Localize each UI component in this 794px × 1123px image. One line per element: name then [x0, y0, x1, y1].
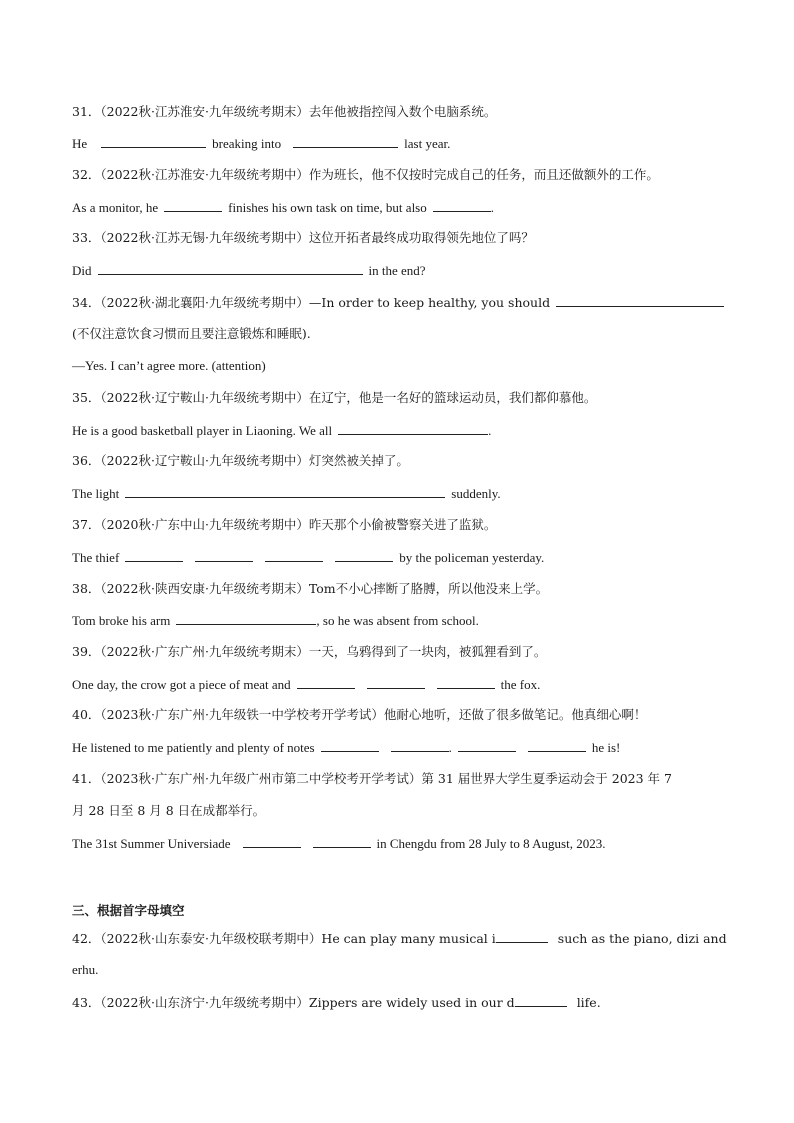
answer-blank[interactable] [556, 293, 724, 307]
answer-blank[interactable] [297, 675, 355, 689]
question-text: 31．（2022秋·江苏淮安·九年级统考期末）去年他被指控闯入数个电脑系统。 [72, 104, 497, 119]
answer-text: Tom broke his arm [72, 613, 171, 628]
question-37 [72, 516, 734, 534]
question-32 [72, 166, 734, 184]
answer-text: . [488, 423, 492, 438]
question-42-cont [72, 961, 734, 979]
answer-blank[interactable] [125, 548, 183, 562]
answer-text: One day, the crow got a piece of meat and [72, 677, 291, 692]
answer-blank[interactable] [176, 611, 316, 625]
answer-33 [72, 261, 734, 280]
question-text: such as the piano, dizi and [557, 931, 727, 946]
question-41-cont [72, 802, 734, 820]
answer-blank[interactable] [458, 738, 516, 752]
question-text: 32．（2022秋·江苏淮安·九年级统考期中）作为班长，他不仅按时完成自己的任务，而且还做额外的工作。 [72, 167, 659, 182]
question-text: 37．（2020秋·广东中山·九年级统考期中）昨天那个小偷被警察关进了监狱。 [72, 517, 497, 532]
answer-text: breaking into [212, 136, 282, 151]
question-text: (不仅注意饮食习惯而且要注意锻炼和睡眠). [72, 326, 311, 341]
answer-text: —Yes. I can’t agree more. (attention) [72, 358, 266, 373]
answer-34 [72, 357, 734, 375]
section-title: 三、根据首字母填空 [72, 903, 185, 918]
question-text: 43．（2022秋·山东济宁·九年级统考期中）Zippers are widely used in our d [72, 995, 515, 1010]
question-text: 40．（2023秋·广东广州·九年级铁一中学校考开学考试）他耐心地听，还做了很多做笔记。他真细心啊！ [72, 707, 647, 722]
answer-text: He listened to me patiently and plenty of notes [72, 740, 315, 755]
question-43 [72, 993, 734, 1012]
answer-31 [72, 134, 734, 153]
answer-text: in the end? [368, 263, 426, 278]
question-text: 36．（2022秋·辽宁鞍山·九年级统考期中）灯突然被关掉了。 [72, 453, 409, 468]
answer-36 [72, 484, 734, 503]
answer-blank[interactable] [321, 738, 379, 752]
question-text: erhu. [72, 962, 99, 977]
question-41 [72, 770, 734, 788]
question-42 [72, 929, 734, 948]
answer-blank[interactable] [338, 421, 488, 435]
answer-blank[interactable] [98, 261, 363, 275]
answer-39 [72, 675, 734, 694]
answer-38 [72, 611, 734, 630]
answer-text: he is! [591, 740, 621, 755]
answer-blank[interactable] [496, 929, 548, 943]
question-34 [72, 293, 734, 312]
section-heading [72, 902, 734, 920]
answer-text: The thief [72, 550, 120, 565]
answer-text: the fox. [500, 677, 541, 692]
question-text: 39．（2022秋·广东广州·九年级统考期末）一天，乌鸦得到了一块肉，被狐狸看到了。 [72, 644, 547, 659]
answer-35 [72, 421, 734, 440]
answer-41 [72, 834, 734, 853]
question-text: 41．（2023秋·广东广州·九年级广州市第二中学校考开学考试）第 31 届世界大学生夏季运动会于 2023 年 7 [72, 771, 672, 786]
question-text: life. [576, 995, 601, 1010]
question-40 [72, 706, 734, 724]
answer-32 [72, 198, 734, 217]
answer-text: . [490, 200, 494, 215]
answer-blank[interactable] [293, 134, 398, 148]
question-text: 34．（2022秋·湖北襄阳·九年级统考期中）—In order to keep healthy, you should [72, 295, 551, 310]
question-33 [72, 229, 734, 247]
question-text: 38．（2022秋·陕西安康·九年级统考期末）Tom不小心摔断了胳膊，所以他没来上学。 [72, 581, 549, 596]
question-39 [72, 643, 734, 661]
answer-blank[interactable] [101, 134, 206, 148]
question-text: 33．（2022秋·江苏无锡·九年级统考期中）这位开拓者最终成功取得领先地位了吗？ [72, 230, 534, 245]
answer-37 [72, 548, 734, 567]
answer-text: The light [72, 486, 120, 501]
answer-blank[interactable] [515, 993, 567, 1007]
answer-text: The 31st Summer Universiade [72, 836, 231, 851]
answer-text: finishes his own task on time, but also [228, 200, 427, 215]
answer-text: , so he was absent from school. [316, 613, 479, 628]
answer-blank[interactable] [125, 484, 445, 498]
answer-text: last year. [404, 136, 451, 151]
answer-40 [72, 738, 734, 757]
question-text: 35．（2022秋·辽宁鞍山·九年级统考期中）在辽宁，他是一名好的篮球运动员，我们都仰慕他。 [72, 390, 597, 405]
answer-text: in Chengdu from 28 July to 8 August, 2023. [376, 836, 606, 851]
answer-blank[interactable] [195, 548, 253, 562]
answer-text: suddenly. [451, 486, 501, 501]
question-31 [72, 103, 734, 121]
answer-text: He is a good basketball player in Liaoning. We all [72, 423, 333, 438]
question-38 [72, 580, 734, 598]
answer-blank[interactable] [367, 675, 425, 689]
answer-blank[interactable] [391, 738, 449, 752]
answer-blank[interactable] [437, 675, 495, 689]
answer-text: . [448, 740, 452, 755]
question-35 [72, 389, 734, 407]
answer-text: As a monitor, he [72, 200, 159, 215]
answer-blank[interactable] [528, 738, 586, 752]
answer-text: Did [72, 263, 92, 278]
question-text: 月 28 日至 8 月 8 日在成都举行。 [72, 803, 266, 818]
answer-text: He [72, 136, 88, 151]
question-36 [72, 452, 734, 470]
question-text: 42．（2022秋·山东泰安·九年级校联考期中）He can play many musical i [72, 931, 496, 946]
answer-blank[interactable] [335, 548, 393, 562]
question-34-cont [72, 325, 734, 343]
answer-blank[interactable] [313, 834, 371, 848]
answer-blank[interactable] [433, 198, 491, 212]
answer-text: by the policeman yesterday. [399, 550, 545, 565]
answer-blank[interactable] [243, 834, 301, 848]
answer-blank[interactable] [164, 198, 222, 212]
answer-blank[interactable] [265, 548, 323, 562]
